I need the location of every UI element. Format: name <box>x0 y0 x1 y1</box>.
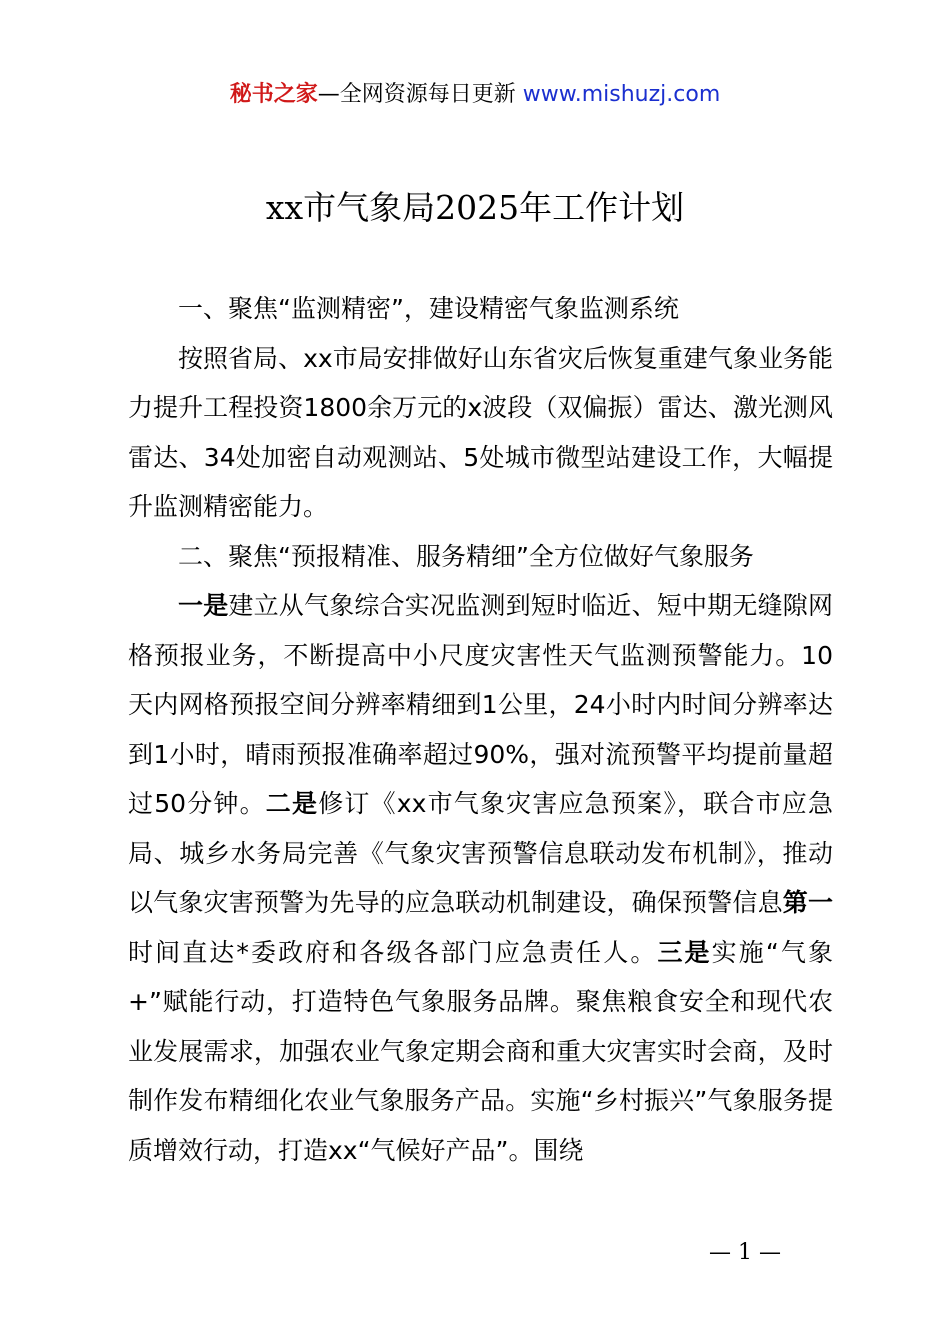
point-1-text: 建立从气象综合实况监测到短时临近、短中期无缝隙网格预报业务，不断提高中小尺度灾害性天气监测预警能力。10天内网格预报空间分辨率精细到1公里，24小时内时间分辨率达到1小时，晴雨预报准确率超过90%，强对流预警平均提前量超过50分钟。 <box>128 591 833 818</box>
point-2-text-b: 时间直达*委政府和各级各部门应急责任人。 <box>128 937 658 967</box>
point-2-text-a: 修订《xx市气象灾害应急预案》，联合市应急局、城乡水务局完善《气象灾害预警信息联动发布机制》，推动以气象灾害预警为先导的应急联动机制建设，确保预警信息 <box>128 789 834 917</box>
section-2-heading: 二、聚焦“预报精准、服务精细”全方位做好气象服务 <box>178 541 754 571</box>
point-2-lead: 二是 <box>265 789 319 818</box>
document-title: xx市气象局2025年工作计划 <box>265 188 685 227</box>
section-1-paragraph: 按照省局、xx市局安排做好山东省灾后恢复重建气象业务能力提升工程投资1800余万元的x波段（双偏振）雷达、激光测风雷达、34处加密自动观测站、5处城市微型站建设工作，大幅提升监测精密能力。 <box>128 343 833 521</box>
site-slogan: —全网资源每日更新 <box>317 82 523 107</box>
section-1-heading: 一、聚焦“监测精密”，建设精密气象监测系统 <box>178 294 679 323</box>
document-body <box>128 284 833 1175</box>
page-number: — 1 — <box>709 1240 781 1265</box>
point-2-bold-first: 第一 <box>782 888 833 917</box>
point-3-lead: 三是 <box>657 937 712 967</box>
point-3-text: 实施“气象+”赋能行动，打造特色气象服务品牌。聚焦粮食安全和现代农业发展需求，加强农业气象定期会商和重大灾害实时会商，及时制作发布精细化农业气象服务产品。实施“乡村振兴”气象服务提质增效行动，打造xx“气候好产品”。围绕 <box>128 937 833 1165</box>
site-header <box>0 78 950 112</box>
site-name: 秘书之家 <box>229 82 318 107</box>
point-1-lead: 一是 <box>178 591 229 620</box>
site-url-link[interactable]: www.mishuzj.com <box>522 82 721 107</box>
section-2-paragraph <box>128 581 833 1175</box>
